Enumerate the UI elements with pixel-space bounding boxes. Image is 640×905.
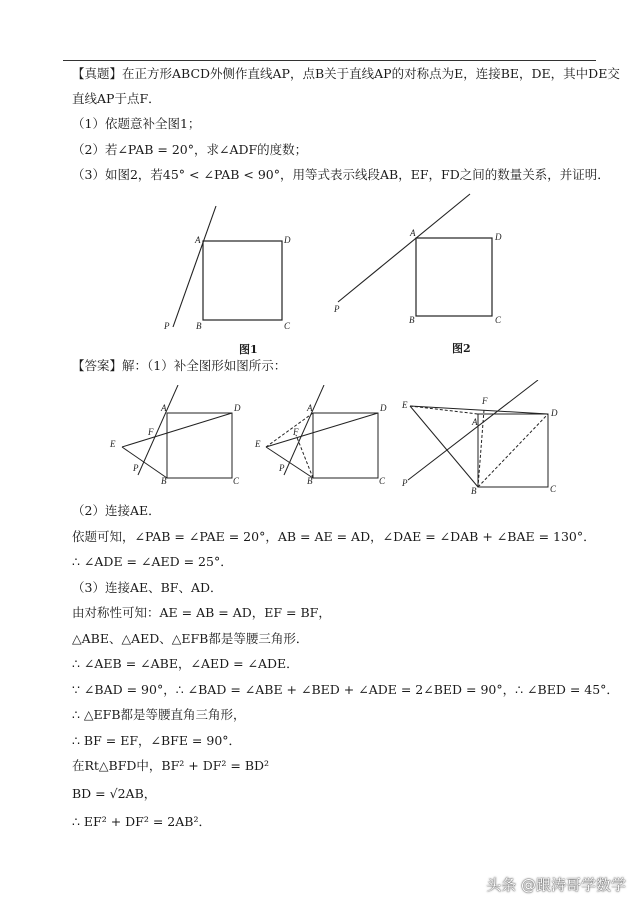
label-d: D [284, 235, 291, 245]
label-f: F [148, 427, 154, 437]
line-ap [138, 385, 178, 475]
figure-1-caption: 图1 [239, 343, 258, 356]
answer-3-line-7: 在Rt△BFD中，BF² + DF² = BD² [72, 758, 270, 773]
answer-2-line-1: 依题可知，∠PAB = ∠PAE = 20°，AB = AE = AD，∠DAE = ∠DAB + ∠BAE = 130°． [72, 529, 596, 544]
label-d: D [380, 403, 387, 413]
label-p: P [164, 321, 170, 331]
segment-ae-dashed [266, 413, 313, 447]
answer-3-line-3: ∴ ∠AEB = ∠ABE，∠AED = ∠ADE． [72, 656, 299, 671]
label-f: F [293, 427, 299, 437]
label-c: C [233, 476, 240, 486]
figure-2 [330, 190, 520, 340]
figure-2-caption: 图2 [452, 342, 471, 355]
answer-2-title: （2）连接AE． [72, 503, 161, 518]
answer-figure-3 [398, 380, 568, 500]
label-b: B [161, 476, 167, 486]
answer-3-line-1: 由对称性可知：AE = AB = AD，EF = BF， [72, 605, 331, 620]
problem-line-2: 直线AP于点F． [72, 91, 161, 106]
segment-bd-dashed [478, 414, 548, 487]
segment-bf-dashed [478, 410, 484, 487]
segment-ed [410, 406, 548, 414]
label-d: D [234, 403, 241, 413]
question-3: （3）如图2，若45° < ∠PAB < 90°，用等式表示线段AB，EF，FD之间的数量关系，并证明． [72, 167, 610, 182]
answer-3-line-6: ∴ BF = EF，∠BFE = 90°． [72, 733, 242, 748]
label-c: C [284, 321, 291, 331]
segment-ed [122, 413, 232, 447]
label-p: P [133, 463, 139, 473]
line-ap [284, 385, 324, 475]
answer-header: 【答案】解：（1）补全图形如图所示： [72, 358, 287, 373]
square-abcd [203, 241, 282, 320]
label-e: E [255, 439, 261, 449]
segment-ed [266, 413, 378, 447]
label-p: P [279, 463, 285, 473]
label-e: E [110, 439, 116, 449]
answer-figure-1 [105, 385, 245, 490]
label-a: A [161, 403, 167, 413]
answer-2-line-2: ∴ ∠ADE = ∠AED = 25°． [72, 554, 233, 569]
label-a-2: A [410, 228, 416, 238]
label-p: P [402, 478, 408, 488]
label-b-2: B [409, 315, 415, 325]
answer-3-title: （3）连接AE、BF、AD． [72, 580, 223, 595]
answer-figure-2 [252, 385, 392, 490]
label-c: C [550, 484, 557, 494]
label-b: B [307, 476, 313, 486]
segment-eb [410, 406, 478, 487]
figure-1 [150, 200, 310, 340]
label-b: B [196, 321, 202, 331]
problem-line-1: 【真题】在正方形ABCD外侧作直线AP，点B关于直线AP的对称点为E，连接BE，DE，其中DE交 [72, 66, 620, 81]
answer-3-line-9: ∴ EF² + DF² = 2AB²． [72, 814, 211, 829]
answer-3-line-4: ∵ ∠BAD = 90°，∴ ∠BAD = ∠ABE + ∠BED + ∠ADE = 2∠BED = 90°，∴ ∠BED = 45°． [72, 682, 619, 697]
question-2: （2）若∠PAB = 20°，求∠ADF的度数； [72, 142, 308, 157]
line-ap [408, 380, 538, 480]
label-f: F [482, 396, 488, 406]
square-abcd-2 [416, 238, 492, 316]
label-d: D [551, 408, 558, 418]
answer-3-line-5: ∴ △EFB都是等腰直角三角形， [72, 707, 246, 722]
label-e: E [402, 400, 408, 410]
line-ap-2 [338, 194, 470, 302]
question-1: （1）依题意补全图1； [72, 116, 201, 131]
label-a: A [472, 417, 478, 427]
answer-3-line-8: BD = √2AB， [72, 786, 157, 801]
label-d-2: D [495, 232, 502, 242]
answer-3-line-2: △ABE、△AED、△EFB都是等腰三角形． [72, 631, 309, 646]
segment-eb [122, 447, 167, 478]
label-p-2: P [334, 304, 340, 314]
line-ap [173, 206, 216, 327]
segment-ae-dashed [410, 406, 478, 414]
top-rule [63, 60, 596, 61]
label-c-2: C [495, 315, 502, 325]
watermark: 头条 @跟涛哥学数学 [486, 876, 626, 894]
label-b: B [471, 486, 477, 496]
label-a: A [307, 403, 313, 413]
label-c: C [379, 476, 386, 486]
segment-eb [266, 447, 313, 478]
label-a: A [195, 235, 201, 245]
